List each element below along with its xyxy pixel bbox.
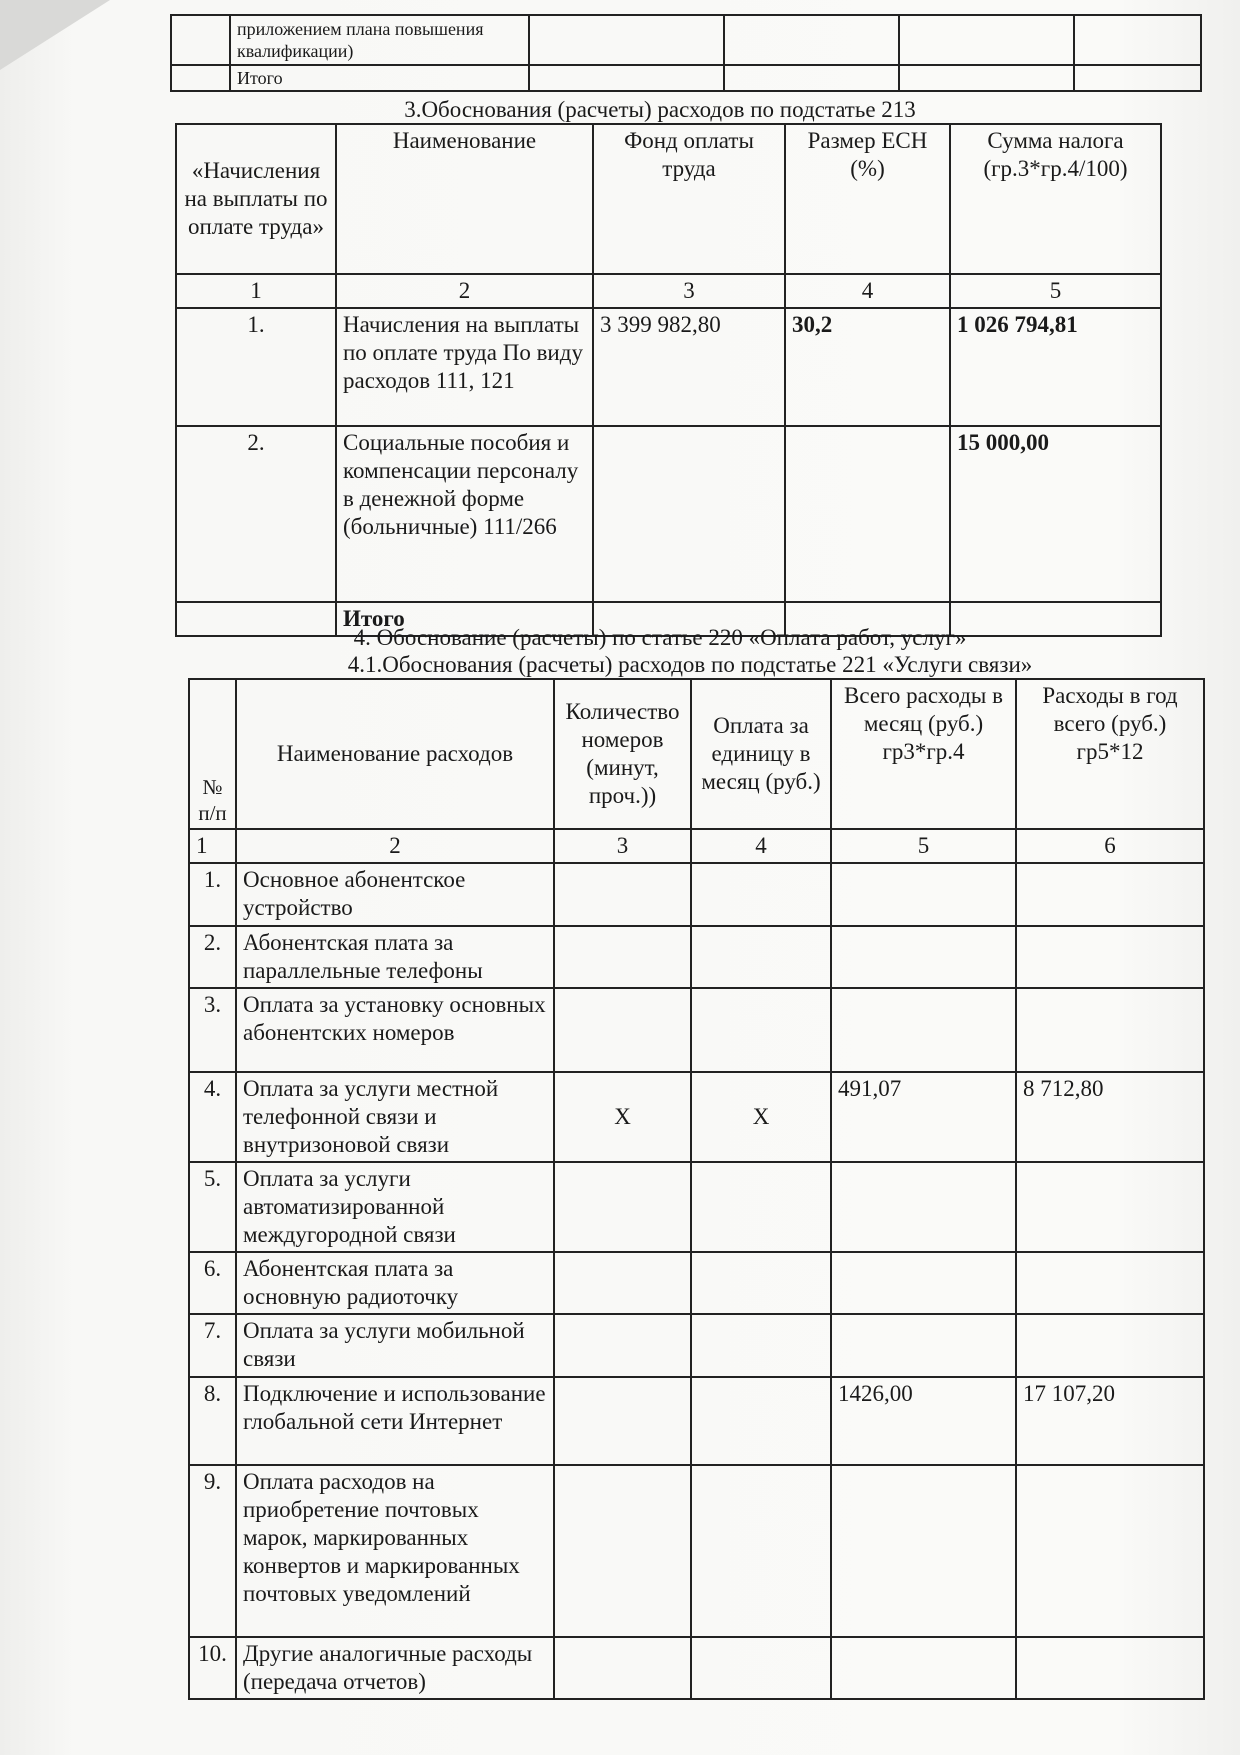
row-name: Оплата за услуги автоматизированной междугородной связи [236,1162,554,1252]
row-name: Оплата за услуги мобильной связи [236,1314,554,1377]
section4-heading: 4. Обоснование (расчеты) по статье 220 «Оплата работ, услуг» [353,625,967,650]
col-number: 4 [785,274,950,308]
row-qty [554,1162,691,1252]
row-number: 6. [189,1252,236,1314]
cell [899,15,1074,65]
row-price [691,1162,831,1252]
col-number: 3 [554,829,691,863]
col-number: 6 [1016,829,1204,863]
row-price [691,1252,831,1314]
col-number: 2 [336,274,593,308]
folded-corner [0,0,110,70]
row-qty [554,1252,691,1314]
row-tax: 15 000,00 [950,426,1161,602]
table-row [189,1377,1204,1465]
row-number: 1. [189,863,236,926]
cell-num [171,65,230,91]
row-year: 17 107,20 [1016,1377,1204,1465]
table-row [189,1314,1204,1377]
row-year [1016,1252,1204,1314]
row-number: 4. [189,1072,236,1162]
header-month: Всего расходы в месяц (руб.) гр3*гр.4 [831,679,1016,829]
table-row [189,1465,1204,1637]
row-fund [593,426,785,602]
table-row [176,426,1161,602]
table-row [189,1637,1204,1699]
row-year [1016,863,1204,926]
header-qty: Количество номеров (минут, проч.)) [554,679,691,829]
col-number: 1 [176,274,336,308]
table-row [176,308,1161,426]
row-qty [554,926,691,988]
row-qty [554,863,691,926]
row-qty [554,988,691,1072]
row-name: Оплата за услуги местной телефонной связи и внутризоновой связи [236,1072,554,1162]
table-row [189,1252,1204,1314]
col-number: 5 [831,829,1016,863]
header-rate: Размер ЕСН (%) [785,124,950,274]
table-row [171,15,1201,65]
row-name: Оплата за установку основных абонентских номеров [236,988,554,1072]
row-qty [554,1377,691,1465]
col-number: 1 [189,829,236,863]
col-number: 5 [950,274,1161,308]
col-number: 2 [236,829,554,863]
row-qty [554,1314,691,1377]
row-price [691,1377,831,1465]
row-number: 2. [189,926,236,988]
row-month: 491,07 [831,1072,1016,1162]
row-number: 5. [189,1162,236,1252]
header-row [189,679,1204,829]
row-qty [554,1465,691,1637]
row-number: 1. [176,308,336,426]
cell [529,65,724,91]
col-number: 3 [593,274,785,308]
row-month: 1426,00 [831,1377,1016,1465]
row-fund: 3 399 982,80 [593,308,785,426]
row-month [831,1162,1016,1252]
row-price [691,1637,831,1699]
cell [529,15,724,65]
cell [724,65,899,91]
row-qty [554,1637,691,1699]
header-fund: Фонд оплаты труда [593,124,785,274]
row-number: 8. [189,1377,236,1465]
table-row [189,1162,1204,1252]
header-name: Наименование [336,124,593,274]
table-row [189,988,1204,1072]
row-year [1016,1465,1204,1637]
row-rate [785,426,950,602]
row-price [691,1465,831,1637]
cell-name: Итого [230,65,529,91]
row-price [691,863,831,926]
table-row [171,65,1201,91]
row-price: X [691,1072,831,1162]
section41-heading: 4.1.Обоснования (расчеты) расходов по подстатье 221 «Услуги связи» [347,652,1033,677]
row-year [1016,1314,1204,1377]
table-row [189,863,1204,926]
row-price [691,988,831,1072]
row-year: 8 712,80 [1016,1072,1204,1162]
header-name: Наименование расходов [236,679,554,829]
row-name: Другие аналогичные расходы (передача отчетов) [236,1637,554,1699]
cell-num [171,15,230,65]
total-label: Итого [336,602,593,636]
header-year: Расходы в год всего (руб.) гр5*12 [1016,679,1204,829]
cell [724,15,899,65]
row-tax: 1 026 794,81 [950,308,1161,426]
top-fragment-table [170,14,1202,92]
header-num: № п/п [189,679,236,829]
section3-heading: 3.Обоснования (расчеты) расходов по подстатье 213 [404,97,916,122]
row-month [831,1314,1016,1377]
row-month [831,988,1016,1072]
row-name: Абонентская плата за основную радиоточку [236,1252,554,1314]
cell-name: приложением плана повышения квалификации) [230,15,529,65]
section3-table [175,123,1162,637]
row-name: Начисления на выплаты по оплате труда По виду расходов 111, 121 [336,308,593,426]
col-number: 4 [691,829,831,863]
row-name: Абонентская плата за параллельные телефоны [236,926,554,988]
row-price [691,926,831,988]
header-tax: Сумма налога (гр.3*гр.4/100) [950,124,1161,274]
section41-table [188,678,1205,1700]
cell [1074,65,1201,91]
table-row [189,926,1204,988]
row-price [691,1314,831,1377]
row-year [1016,988,1204,1072]
row-number: 9. [189,1465,236,1637]
row-month [831,863,1016,926]
row-month [831,1252,1016,1314]
row-number: 3. [189,988,236,1072]
row-year [1016,1637,1204,1699]
row-number: 2. [176,426,336,602]
column-numbers-row [189,829,1204,863]
header-accruals: «Начисления на выплаты по оплате труда» [176,124,336,274]
row-year [1016,926,1204,988]
row-month [831,1465,1016,1637]
row-year [1016,1162,1204,1252]
cell [1074,15,1201,65]
header-price: Оплата за единицу в месяц (руб.) [691,679,831,829]
row-month [831,926,1016,988]
table-row [189,1072,1204,1162]
row-name: Оплата расходов на приобретение почтовых марок, маркированных конвертов и маркированных почтовых уведомлений [236,1465,554,1637]
row-month [831,1637,1016,1699]
row-name: Основное абонентское устройство [236,863,554,926]
cell [899,65,1074,91]
row-name: Подключение и использование глобальной сети Интернет [236,1377,554,1465]
column-numbers-row [176,274,1161,308]
row-qty: X [554,1072,691,1162]
row-rate: 30,2 [785,308,950,426]
row-number: 10. [189,1637,236,1699]
header-row [176,124,1161,274]
row-name: Социальные пособия и компенсации персоналу в денежной форме (больничные) 111/266 [336,426,593,602]
row-number: 7. [189,1314,236,1377]
